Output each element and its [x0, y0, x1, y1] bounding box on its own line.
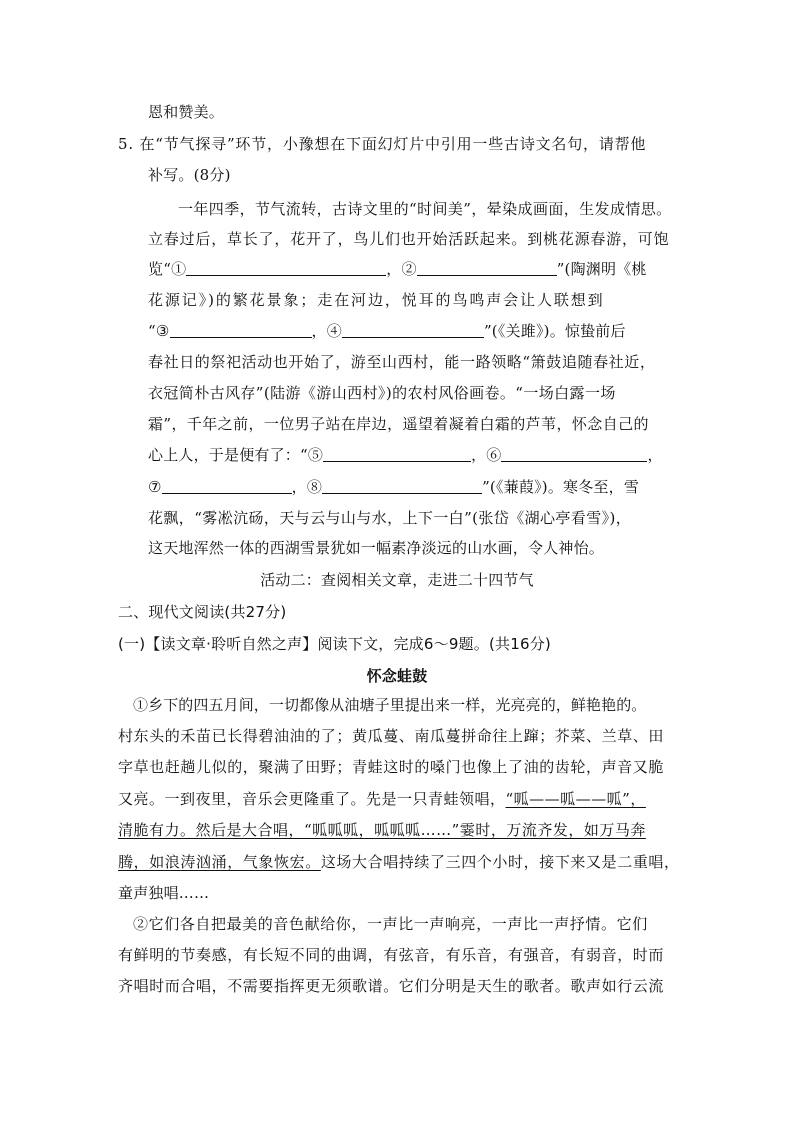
- paragraph-1-line: [118, 852, 680, 872]
- passage-line: 立春过后，草长了，花开了，鸟儿们也开始活跃起来。到桃花源春游，可饱: [148, 230, 670, 248]
- underlined-text: 清脆有力。然后是大合唱，“呱呱呱，呱呱呱……”霎时，万流齐发，如万马奔: [118, 821, 646, 839]
- activity-2-heading: 活动二：查阅相关文章，走进二十四节气: [260, 571, 534, 589]
- passage-text: “③: [148, 322, 170, 340]
- passage-text: ”(《蒹葭》)。寒冬至，雪: [482, 478, 640, 496]
- passage-text: ”(陶渊明《桃: [556, 260, 647, 278]
- passage-line: 这天地浑然一体的西湖雪景犹如一幅素净淡远的山水画，令人神怡。: [148, 539, 605, 557]
- passage-line: 花源记》)的繁花景象；走在河边，悦耳的鸟鸣声会让人联想到: [148, 291, 605, 309]
- answer-blank-5[interactable]: [323, 446, 471, 462]
- paragraph-text: 这场大合唱持续了三四个小时，接下来又是二重唱，: [320, 853, 680, 871]
- passage-line: 一年四季，节气流转，古诗文里的“时间美”，晕染成画面，生发成情思。: [178, 200, 672, 218]
- passage-text: ”(《关雎》)。惊蛰前后: [483, 322, 626, 340]
- paragraph-text: 又亮。一到夜里，音乐会更隆重了。先是一只青蛙领唱，: [118, 790, 506, 808]
- passage-text: 览“①: [148, 260, 187, 278]
- paragraph-1-line: ①乡下的四五月间，一切都像从油塘子里提出来一样，光亮亮的，鲜艳艳的。: [133, 696, 647, 714]
- passage-text: ，②: [386, 260, 417, 278]
- paragraph-1-line: 字草也赶趟儿似的，聚满了田野；青蛙这时的嗓门也像上了油的齿轮，声音又脆: [118, 758, 665, 776]
- passage-text: ，④: [311, 322, 342, 340]
- passage-line: 霜”，千年之前，一位男子站在岸边，遥望着凝着白霜的芦苇，怀念自己的: [148, 415, 649, 433]
- question-5-points: 补写。(8分): [148, 166, 231, 184]
- paragraph-1-line: [118, 789, 646, 809]
- passage-line: 春社日的祭祀活动也开始了，游至山西村，能一路领略“箫鼓追随春社近，: [148, 353, 656, 371]
- article-title: 怀念蛙鼓: [366, 667, 428, 685]
- answer-blank-8[interactable]: [322, 478, 482, 494]
- passage-line-with-blanks: [148, 445, 663, 465]
- answer-blank-2[interactable]: [417, 260, 557, 276]
- passage-line-with-blanks: [148, 321, 626, 341]
- answer-blank-1[interactable]: [186, 260, 386, 276]
- passage-text: 心上人，于是便有了：“⑤: [148, 446, 324, 464]
- answer-blank-4[interactable]: [342, 322, 484, 338]
- answer-blank-7[interactable]: [162, 478, 292, 494]
- passage-text: ，⑥: [471, 446, 502, 464]
- passage-text: ，: [647, 446, 663, 464]
- section-2-heading: 二、现代文阅读(共27分): [118, 603, 287, 621]
- underlined-text: 腾，如浪涛汹涌，气象恢宏。: [118, 853, 321, 871]
- passage-line-with-blanks: [148, 477, 639, 497]
- underlined-text: “呱——呱——呱”，: [505, 790, 646, 808]
- answer-blank-6[interactable]: [501, 446, 647, 462]
- answer-blank-3[interactable]: [170, 322, 312, 338]
- subsection-heading: (一)【读文章·聆听自然之声】阅读下文，完成6～9题。(共16分): [118, 635, 551, 653]
- passage-text: ，⑧: [291, 478, 323, 496]
- passage-line: 花飘，“雾凇沆砀，天与云与山与水，上下一白”(张岱《湖心亭看雪》)，: [148, 509, 632, 527]
- prev-answer-ending: 恩和赞美。: [148, 103, 225, 121]
- paragraph-1-line: 童声独唱……: [118, 884, 210, 902]
- question-5-prompt: 5. 在“节气探寻”环节，小豫想在下面幻灯片中引用一些古诗文名句，请帮他: [118, 135, 647, 153]
- paragraph-1-line: 村东头的禾苗已长得碧油油的了；黄瓜蔓、南瓜蔓拼命往上蹿；芥菜、兰草、田: [118, 727, 665, 745]
- paragraph-2-line: 有鲜明的节奏感，有长短不同的曲调，有弦音，有乐音，有强音，有弱音，时而: [118, 946, 665, 964]
- paragraph-2-line: ②它们各自把最美的音色献给你，一声比一声响亮，一声比一声抒情。它们: [133, 915, 648, 933]
- passage-line: 衣冠简朴古风存”(陆游《游山西村》)的农村风俗画卷。“一场白露一场: [148, 384, 616, 402]
- paragraph-2-line: 齐唱时而合唱，不需要指挥更无须歌谱。它们分明是天生的歌者。歌声如行云流: [118, 977, 665, 995]
- passage-line-with-blanks: [148, 259, 647, 279]
- passage-text: ⑦: [148, 478, 162, 496]
